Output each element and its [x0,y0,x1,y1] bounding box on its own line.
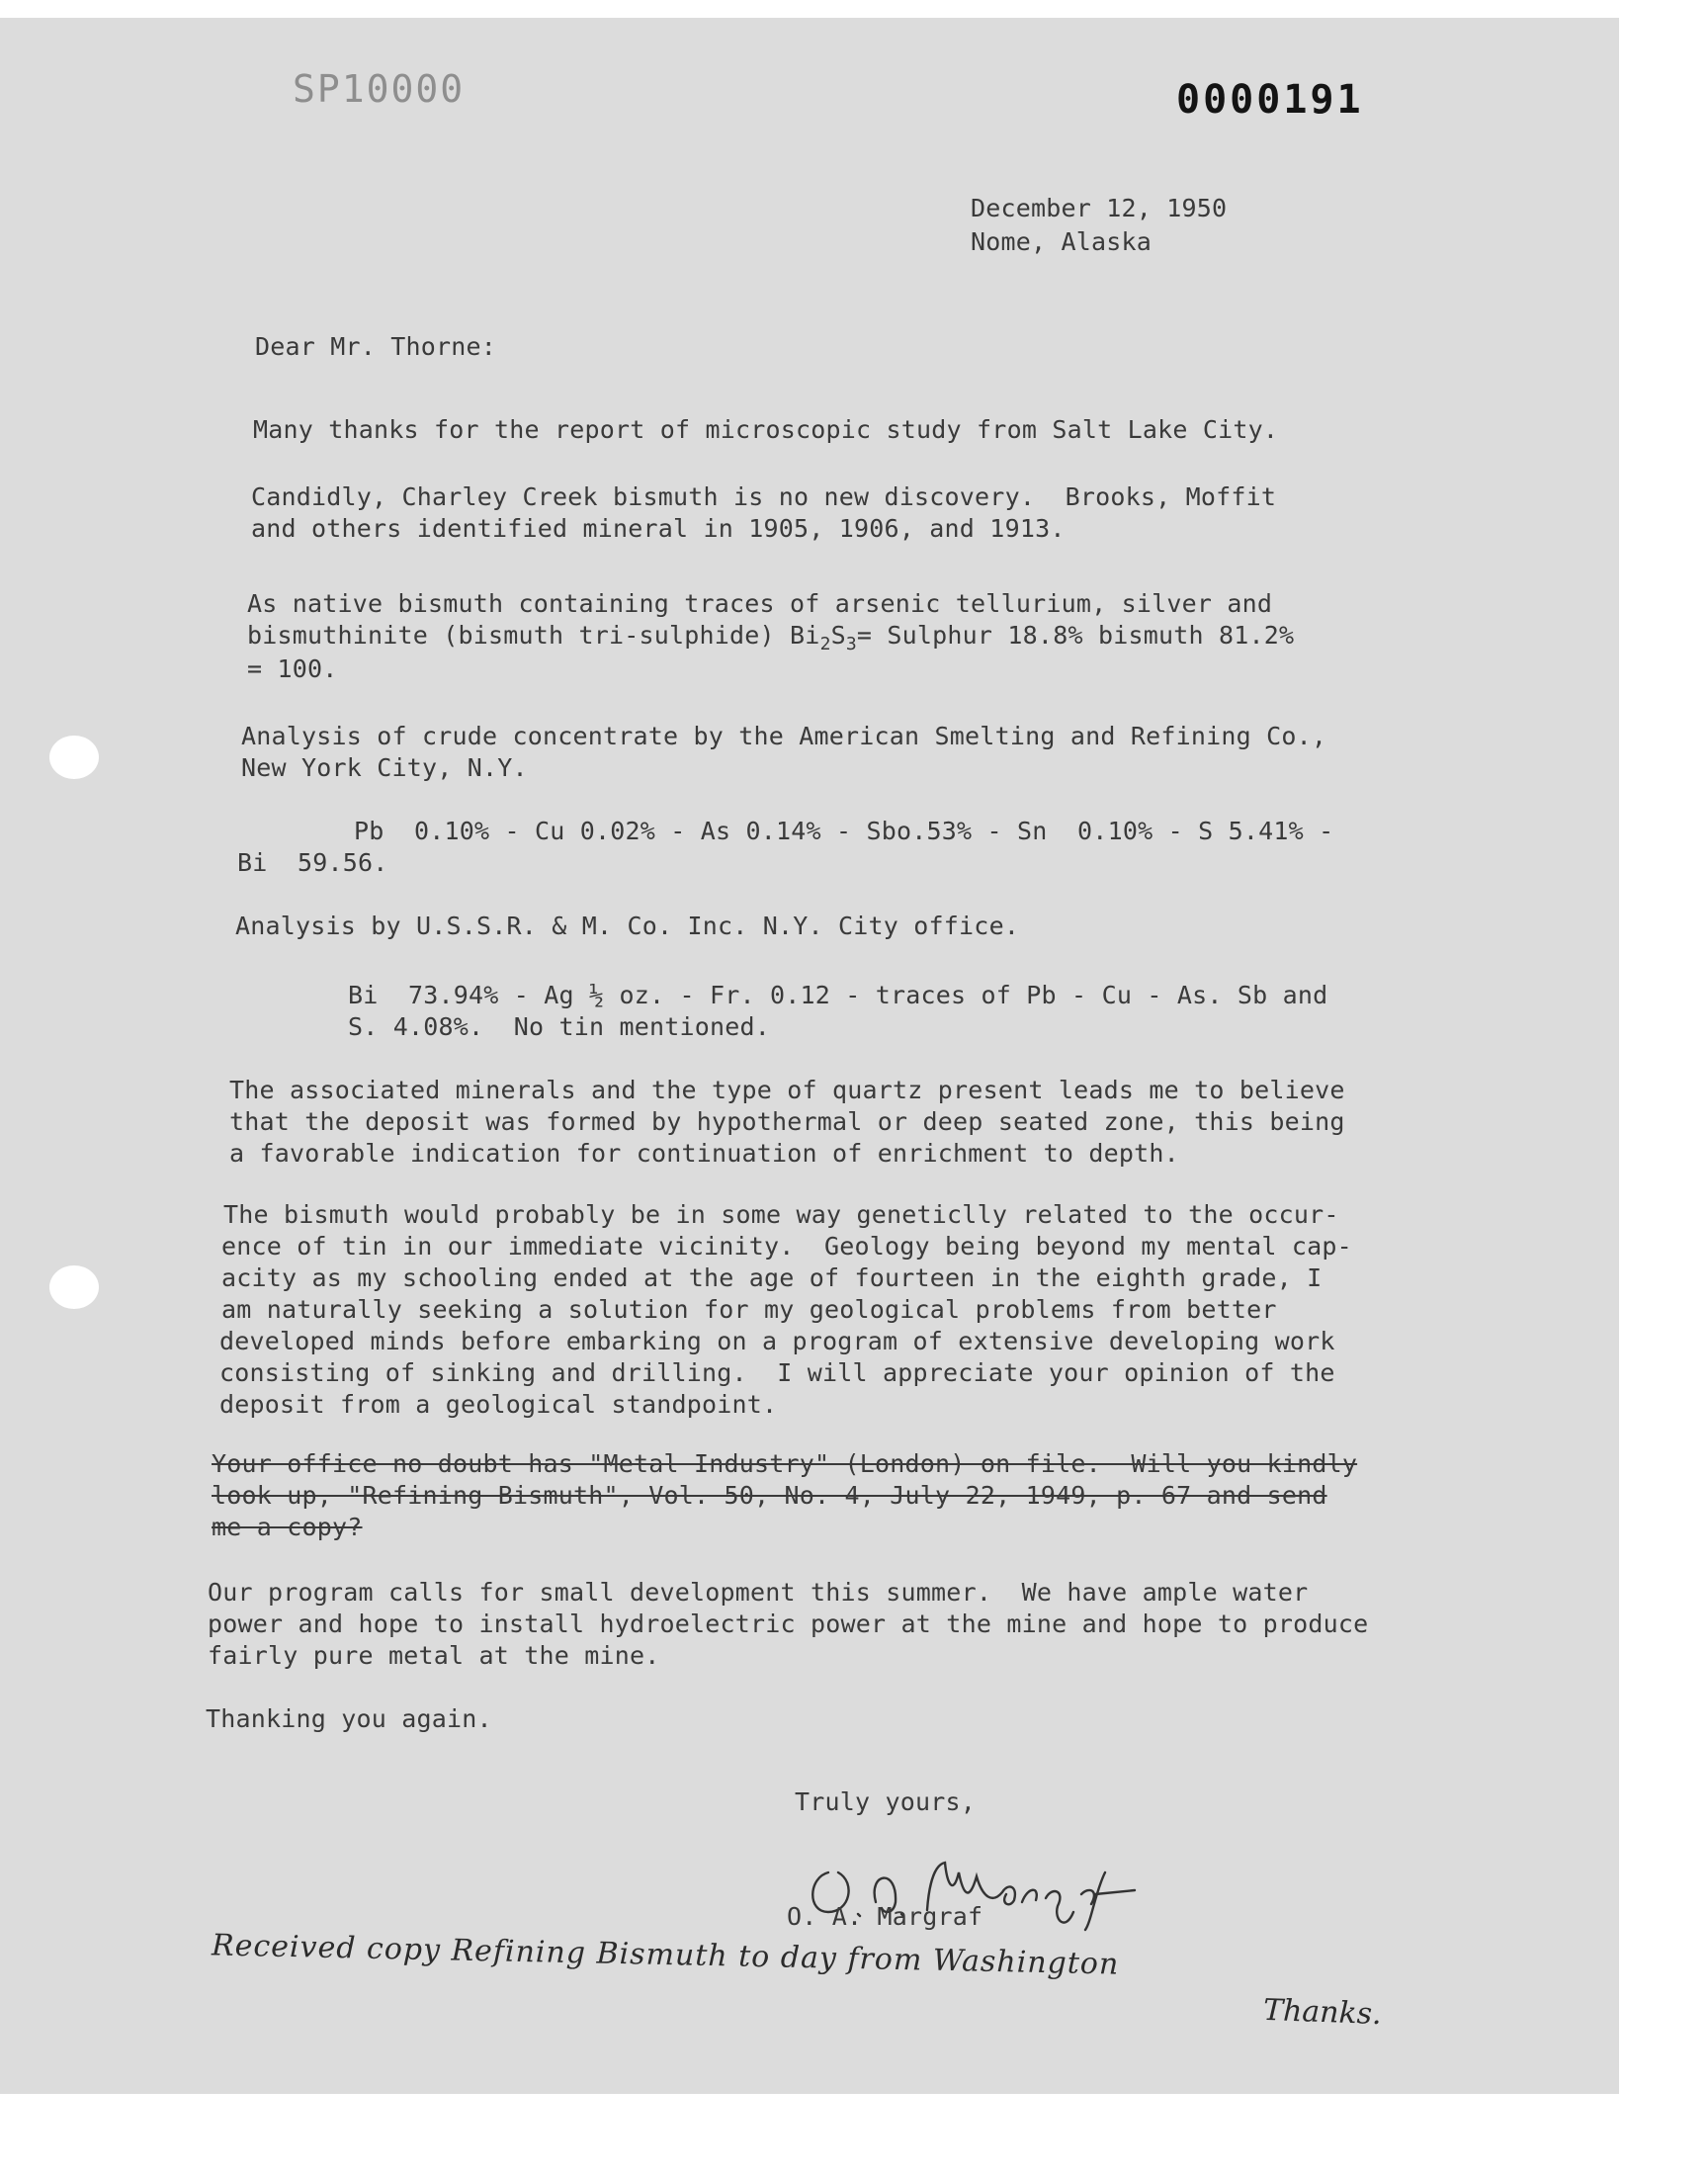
punch-hole-bottom [49,1265,99,1309]
paragraph-11-line-2: power and hope to install hydroelectric power at the mine and hope to produce [208,1610,1369,1638]
paragraph-4-line-1: Analysis of crude concentrate by the American Smelting and Refining Co., [241,722,1327,750]
analysis-2-line-2: S. 4.08%. No tin mentioned. [348,1012,771,1041]
paragraph-8-line-1: The associated minerals and the type of quartz present leads me to believe [229,1076,1345,1104]
paragraph-3-line-3: = 100. [247,654,338,683]
paragraph-9-line-1: The bismuth would probably be in some way geneticlly related to the occur- [223,1200,1339,1229]
paragraph-9-line-3: acity as my schooling ended at the age of fourteen in the eighth grade, I [221,1263,1323,1292]
struck-paragraph-line-2: look up, "Refining Bismuth", Vol. 50, No. 4, July 22, 1949, p. 67 and send [212,1481,1327,1510]
paragraph-6: Analysis by U.S.S.R. & M. Co. Inc. N.Y. City office. [235,912,1020,940]
paragraph-3-line-1: As native bismuth containing traces of arsenic tellurium, silver and [247,589,1273,618]
paragraph-9-line-2: ence of tin in our immediate vicinity. Geology being beyond my mental cap- [221,1232,1352,1261]
paragraph-4-line-2: New York City, N.Y. [241,753,528,782]
handwritten-note-line-2: Thanks. [1262,1992,1383,2033]
paragraph-1: Many thanks for the report of microscopic study from Salt Lake City. [253,415,1279,444]
punch-hole-top [49,736,99,779]
letter-sheet [0,18,1619,2094]
paragraph-9-line-5: developed minds before embarking on a program of extensive developing work [219,1327,1335,1355]
document-number-stamp: 0000191 [1176,77,1364,123]
paragraph-9-line-4: am naturally seeking a solution for my geological problems from better [221,1295,1277,1324]
faint-document-number: SP10000 [293,67,466,111]
typed-signature-name: O. A. Margraf [787,1902,983,1931]
paragraph-8-line-3: a favorable indication for continuation of enrichment to depth. [229,1139,1179,1168]
letter-place: Nome, Alaska [971,227,1153,256]
paragraph-11-line-3: fairly pure metal at the mine. [208,1641,660,1670]
paragraph-12: Thanking you again. [206,1704,492,1733]
struck-paragraph-line-1: Your office no doubt has "Metal Industry" (London) on file. Will you kindly [212,1449,1358,1478]
formula-prefix: bismuthinite (bismuth tri-sulphide) Bi [247,621,820,650]
formula-subscript-3: 3 [845,634,857,654]
formula-suffix: = Sulphur 18.8% bismuth 81.2% [856,621,1295,650]
paragraph-2-line-2: and others identified mineral in 1905, 1906, and 1913. [251,514,1066,543]
salutation: Dear Mr. Thorne: [255,332,497,361]
analysis-1-line-2: Bi 59.56. [237,848,388,877]
handwritten-note-line-1: Received copy Refining Bismuth to day from Washington [211,1928,1120,1982]
closing: Truly yours, [795,1787,977,1816]
paragraph-9-line-7: deposit from a geological standpoint. [219,1390,778,1419]
paragraph-9-line-6: consisting of sinking and drilling. I will appreciate your opinion of the [219,1358,1335,1387]
analysis-2-line-1: Bi 73.94% - Ag ½ oz. - Fr. 0.12 - traces of Pb - Cu - As. Sb and [348,981,1328,1009]
letter-date: December 12, 1950 [971,194,1228,222]
struck-paragraph-line-3: me a copy? [212,1513,363,1541]
paragraph-2-line-1: Candidly, Charley Creek bismuth is no new discovery. Brooks, Moffit [251,482,1277,511]
paragraph-8-line-2: that the deposit was formed by hypothermal or deep seated zone, this being [229,1107,1345,1136]
formula-sulphur: S [830,621,846,650]
paragraph-11-line-1: Our program calls for small development this summer. We have ample water [208,1578,1309,1607]
paragraph-3-line-2 [247,621,1294,659]
analysis-1-line-1: Pb 0.10% - Cu 0.02% - As 0.14% - Sbo.53% - Sn 0.10% - S 5.41% - [354,817,1334,845]
formula-subscript-2: 2 [819,634,831,654]
